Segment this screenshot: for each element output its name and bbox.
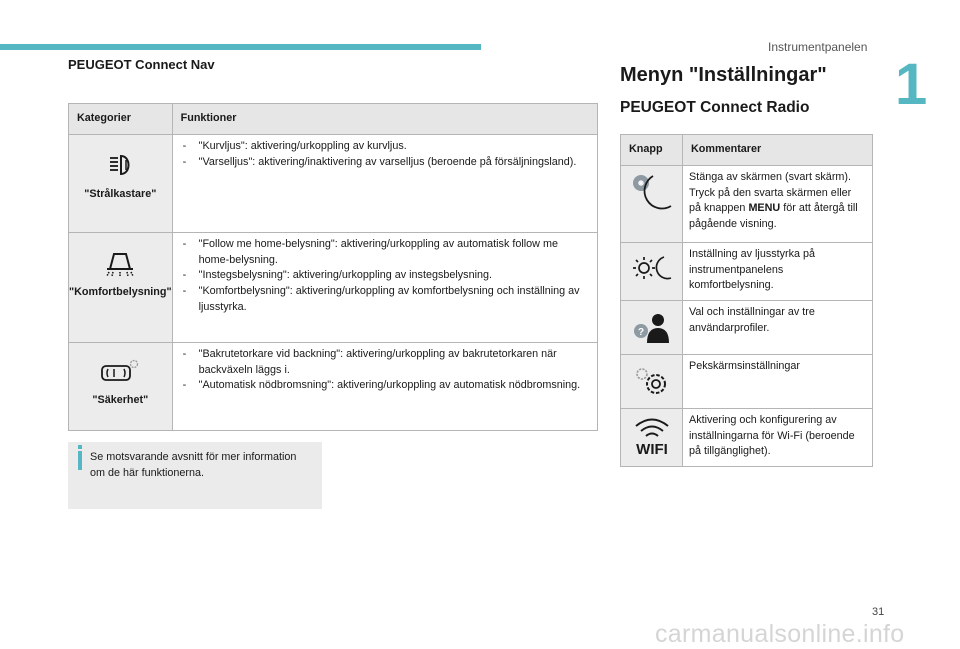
info-icon bbox=[78, 445, 82, 449]
comfort-lighting-icon bbox=[103, 249, 137, 279]
button-cell bbox=[621, 354, 683, 408]
nav-functions-table bbox=[68, 103, 598, 431]
comment-cell: Val och inställningar av tre användarprofiler. bbox=[683, 300, 873, 354]
table-row bbox=[621, 354, 873, 408]
function-text: "Kurvljus": aktivering/urkoppling av kurvljus. bbox=[198, 140, 407, 152]
comment-cell: Aktivering och konfigurering av inställningarna för Wi-Fi (beroende på tillgänglighet). bbox=[683, 408, 873, 466]
category-label: "Strålkastare" bbox=[84, 188, 157, 200]
list-item: - "Kurvljus": aktivering/urkoppling av kurvljus. bbox=[182, 140, 407, 152]
function-text: "Varselljus": aktivering/inaktivering av varselljus (beroende på försäljningsland). bbox=[198, 155, 577, 168]
list-item: - "Varselljus": aktivering/inaktivering av varselljus (beroende på försäljningsland). bbox=[182, 155, 577, 168]
function-text: "Bakrutetorkare vid backning": aktivering/urkoppling av bakrutetorkaren när backväxeln läggs i. bbox=[198, 348, 557, 376]
functions-cell bbox=[172, 343, 597, 431]
table-header-row bbox=[621, 135, 873, 166]
functions-cell bbox=[172, 135, 597, 233]
touchscreen-settings-gear-icon bbox=[629, 361, 675, 401]
table-row bbox=[69, 343, 598, 431]
table-header-row bbox=[69, 104, 598, 135]
list-item: - "Follow me home-belysning": aktivering/urkoppling av automatisk follow me home-belysning. bbox=[182, 238, 558, 266]
comment-text: Stänga av skärmen (svart skärm). Tryck på den svarta skärmen eller på knappen bbox=[689, 171, 852, 215]
category-cell bbox=[69, 135, 173, 233]
column-header-button: Knapp bbox=[621, 135, 683, 166]
comment-text: för att återgå till pågående visning. bbox=[689, 202, 858, 230]
wifi-icon-label: WIFI bbox=[635, 440, 668, 457]
function-text: "Komfortbelysning": aktivering/urkoppling av komfortbelysning och inställning av ljusstyrka. bbox=[198, 284, 580, 313]
comment-cell: Pekskärmsinställningar bbox=[683, 354, 873, 408]
table-row bbox=[621, 300, 873, 354]
functions-list bbox=[181, 347, 589, 394]
comment-cell: Inställning av ljusstyrka på instrumentpanelens komfortbelysning. bbox=[683, 243, 873, 301]
radio-section-title: PEUGEOT Connect Radio bbox=[620, 99, 810, 116]
settings-table bbox=[620, 134, 873, 467]
table-row bbox=[621, 166, 873, 243]
list-item: - "Instegsbelysning": aktivering/urkoppling av instegsbelysning. bbox=[182, 269, 492, 282]
headlamp-icon bbox=[104, 151, 136, 179]
comment-cell bbox=[683, 166, 873, 243]
category-cell bbox=[69, 343, 173, 431]
column-header-functions: Funktioner bbox=[172, 104, 597, 135]
button-cell bbox=[621, 243, 683, 301]
category-label: "Komfortbelysning" bbox=[69, 286, 172, 298]
table-row bbox=[69, 233, 598, 343]
screen-off-moon-icon bbox=[629, 170, 675, 216]
nav-section-title: PEUGEOT Connect Nav bbox=[68, 57, 215, 72]
function-text: "Automatisk nödbromsning": aktivering/urkoppling av automatisk nödbromsning. bbox=[198, 379, 581, 392]
category-cell bbox=[69, 233, 173, 343]
chapter-number: 1 bbox=[895, 52, 928, 117]
table-row bbox=[621, 243, 873, 301]
watermark: carmanualsonline.info bbox=[655, 620, 905, 648]
list-item: - "Bakrutetorkare vid backning": aktivering/urkoppling av bakrutetorkaren när backväxeln läggs i. bbox=[182, 348, 557, 376]
svg-text:?: ? bbox=[637, 326, 644, 338]
functions-list bbox=[181, 237, 589, 315]
info-note bbox=[68, 442, 322, 509]
info-icon-bar bbox=[78, 451, 82, 470]
page-number: 31 bbox=[872, 606, 885, 618]
table-row bbox=[621, 408, 873, 466]
wifi-icon bbox=[629, 413, 675, 457]
button-cell bbox=[621, 408, 683, 466]
functions-cell bbox=[172, 233, 597, 343]
accent-bar bbox=[0, 44, 481, 50]
menu-title: Menyn "Inställningar" bbox=[620, 64, 827, 86]
list-item: - "Automatisk nödbromsning": aktivering/urkoppling av automatisk nödbromsning. bbox=[182, 379, 581, 392]
info-text: Se motsvarande avsnitt för mer information om de här funktionerna. bbox=[90, 451, 297, 479]
list-item: - "Komfortbelysning": aktivering/urkoppling av komfortbelysning och inställning av ljusstyrka. bbox=[182, 284, 580, 313]
brightness-icon bbox=[629, 251, 675, 285]
functions-list bbox=[181, 139, 589, 170]
section-header: Instrumentpanelen bbox=[768, 40, 868, 54]
button-cell bbox=[621, 166, 683, 243]
button-cell bbox=[621, 300, 683, 354]
column-header-comments: Kommentarer bbox=[683, 135, 873, 166]
column-header-categories: Kategorier bbox=[69, 104, 173, 135]
function-text: "Follow me home-belysning": aktivering/urkoppling av automatisk follow me home-belysning. bbox=[198, 238, 558, 266]
category-label: "Säkerhet" bbox=[92, 394, 149, 406]
safety-car-gear-icon bbox=[99, 357, 141, 385]
user-profile-icon bbox=[629, 307, 675, 347]
table-row bbox=[69, 135, 598, 233]
function-text: "Instegsbelysning": aktivering/urkoppling av instegsbelysning. bbox=[198, 269, 492, 282]
menu-key-label: MENU bbox=[748, 202, 781, 215]
